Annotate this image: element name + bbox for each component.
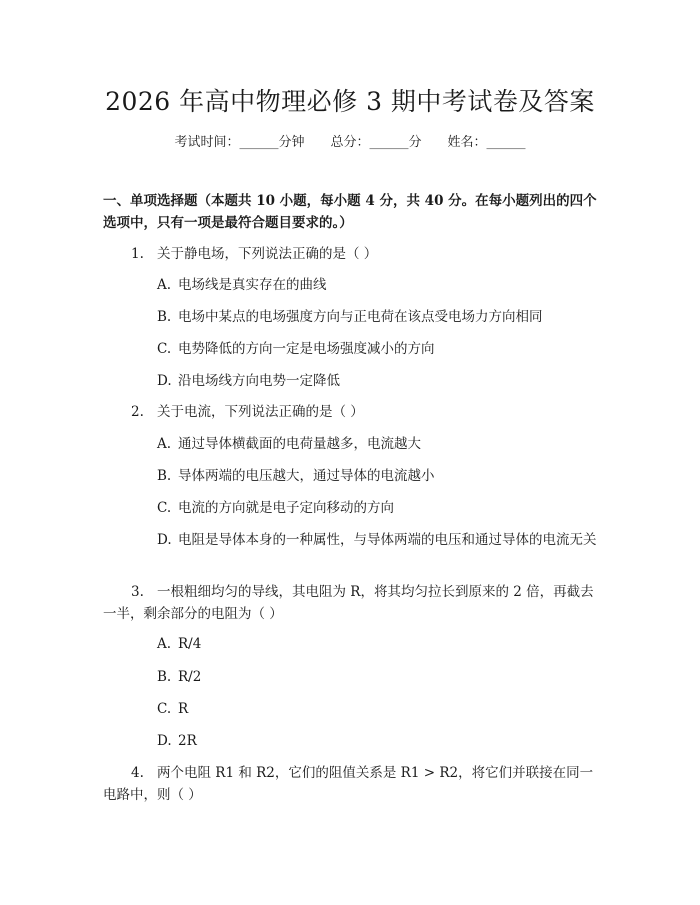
question-2-option-d [103,529,597,551]
option-letter: C. [157,341,172,357]
option-text: R [178,701,189,717]
option-letter: D. [157,373,172,389]
option-letter: A. [157,636,172,652]
question-1-option-d [157,370,597,392]
question-number: 3. [131,584,144,600]
option-letter: A. [157,436,172,452]
option-text: 电场中某点的电场强度方向与正电荷在该点受电场力方向相同 [178,309,543,325]
question-stem: 关于电流，下列说法正确的是（ ） [157,404,364,420]
option-text: 沿电场线方向电势一定降低 [178,373,340,389]
option-text: R/4 [178,636,202,652]
option-text: 2R [178,733,197,749]
question-number: 1. [131,246,144,262]
question-number: 4. [131,765,144,781]
option-text: 通过导体横截面的电荷量越多，电流越大 [178,436,421,452]
question-1-option-c [157,338,597,360]
option-text: R/2 [178,669,202,685]
option-letter: A. [157,277,172,293]
question-number: 2. [131,404,144,420]
question-3-option-c [157,698,597,720]
option-letter: B. [157,468,172,484]
option-letter: B. [157,309,172,325]
option-letter: D. [157,733,172,749]
exam-meta-line: 考试时间：______分钟 总分：______分 姓名：______ [174,135,526,150]
question-2-option-a [157,433,597,455]
question-stem: 一根粗细均匀的导线，其电阻为 R，将其均匀拉长到原来的 2 倍，再截去一半，剩余部分的电阻为（ ） [103,584,594,622]
question-1 [103,243,599,265]
option-letter: D. [157,532,172,548]
option-letter: C. [157,500,172,516]
question-2 [103,401,599,423]
option-letter: C. [157,701,172,717]
question-1-option-a [157,274,597,296]
question-4 [103,762,599,806]
question-stem: 关于静电场，下列说法正确的是（ ） [157,246,378,262]
question-3-option-d [157,730,597,752]
option-text: 导体两端的电压越大，通过导体的电流越小 [178,468,435,484]
option-text: 电流的方向就是电子定向移动的方向 [178,500,394,516]
question-2-option-c [157,497,597,519]
option-text: 电势降低的方向一定是电场强度减小的方向 [178,341,435,357]
question-1-option-b [157,306,597,328]
question-3 [103,581,599,625]
option-text: 电场线是真实存在的曲线 [178,277,327,293]
option-letter: B. [157,669,172,685]
question-3-option-a [157,633,597,655]
page-title: 2026 年高中物理必修 3 期中考试卷及答案 [105,87,595,116]
question-stem: 两个电阻 R1 和 R2，它们的阻值关系是 R1 > R2，将它们并联接在同一电路中，则（ ） [103,765,594,803]
section-heading: 一、单项选择题（本题共 10 小题，每小题 4 分，共 40 分。在每小题列出的四个选项中，只有一项是最符合题目要求的。） [103,193,597,231]
option-text: 电阻是导体本身的一种属性，与导体两端的电压和通过导体的电流无关 [178,532,597,548]
question-3-option-b [157,666,597,688]
question-2-option-b [157,465,597,487]
